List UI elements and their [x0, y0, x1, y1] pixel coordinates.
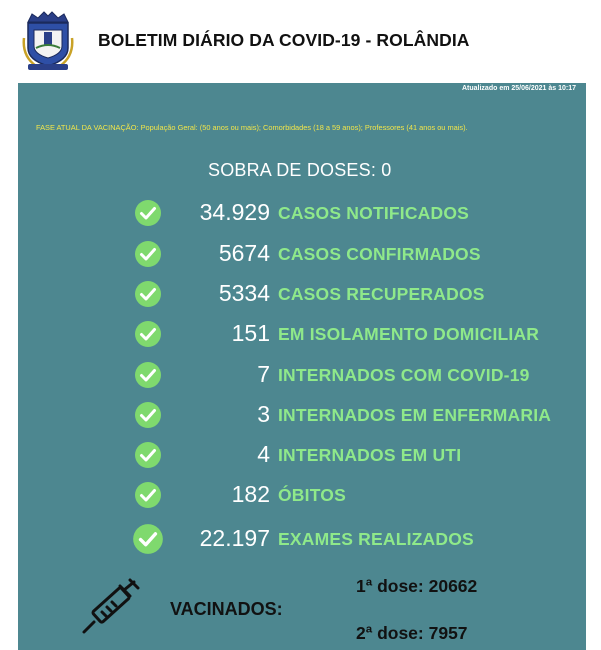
stat-value: 5334	[218, 280, 270, 306]
city-crest-icon	[22, 8, 74, 72]
stat-row-recovered	[18, 278, 586, 310]
check-circle-icon	[134, 361, 162, 389]
page-header	[0, 0, 601, 82]
stat-label: CASOS RECUPERADOS	[278, 284, 485, 304]
page-title: BOLETIM DIÁRIO DA COVID-19 - ROLÂNDIA	[98, 30, 470, 50]
check-circle-icon	[134, 481, 162, 509]
stat-row-ward	[18, 399, 586, 431]
stat-value: 5674	[218, 240, 270, 266]
stat-row-home-isolation	[18, 318, 586, 350]
stat-label: INTERNADOS EM ENFERMARIA	[278, 405, 552, 425]
check-circle-icon	[134, 441, 162, 469]
check-circle-icon	[134, 240, 162, 268]
stat-row-hospitalized	[18, 359, 586, 391]
stat-value: 3	[257, 401, 270, 427]
stat-label: CASOS CONFIRMADOS	[278, 244, 481, 264]
stat-value: 7	[257, 361, 270, 387]
stat-label: CASOS NOTIFICADOS	[278, 203, 470, 223]
stat-value: 182	[231, 481, 270, 507]
stat-value: 151	[231, 320, 270, 346]
stat-value: 34.929	[199, 199, 270, 225]
stat-label: ÓBITOS	[278, 485, 346, 505]
stat-row-deaths	[18, 479, 586, 511]
stat-value: 22.197	[199, 525, 270, 551]
vaccination-phase: FASE ATUAL DA VACINAÇÃO: População Geral: (50 anos ou mais); Comorbidades (18 a 59 anos); Professores (41 anos ou mais).	[36, 123, 468, 132]
check-circle-icon	[134, 199, 162, 227]
stat-row-icu	[18, 439, 586, 471]
stat-label: INTERNADOS EM UTI	[278, 445, 462, 465]
stat-row-exams	[18, 523, 586, 555]
leftover-doses: SOBRA DE DOSES: 0	[208, 160, 392, 180]
second-dose-count: 2ª dose: 7957	[356, 623, 468, 643]
check-circle-icon	[134, 401, 162, 429]
updated-timestamp: Atualizado em 25/06/2021 às 10:17	[461, 85, 576, 92]
check-circle-icon	[134, 280, 162, 308]
bulletin-panel	[18, 83, 586, 650]
stat-row-confirmed	[18, 238, 586, 270]
stat-label: EXAMES REALIZADOS	[278, 529, 474, 549]
stat-row-notified	[18, 197, 586, 229]
check-circle-icon	[132, 523, 164, 555]
first-dose-count: 1ª dose: 20662	[356, 576, 478, 596]
stat-label: EM ISOLAMENTO DOMICILIAR	[278, 324, 540, 344]
vaccinated-label: VACINADOS:	[170, 599, 283, 619]
check-circle-icon	[134, 320, 162, 348]
stat-label: INTERNADOS COM COVID-19	[278, 365, 530, 385]
stat-value: 4	[257, 441, 270, 467]
syringe-icon	[78, 578, 144, 638]
